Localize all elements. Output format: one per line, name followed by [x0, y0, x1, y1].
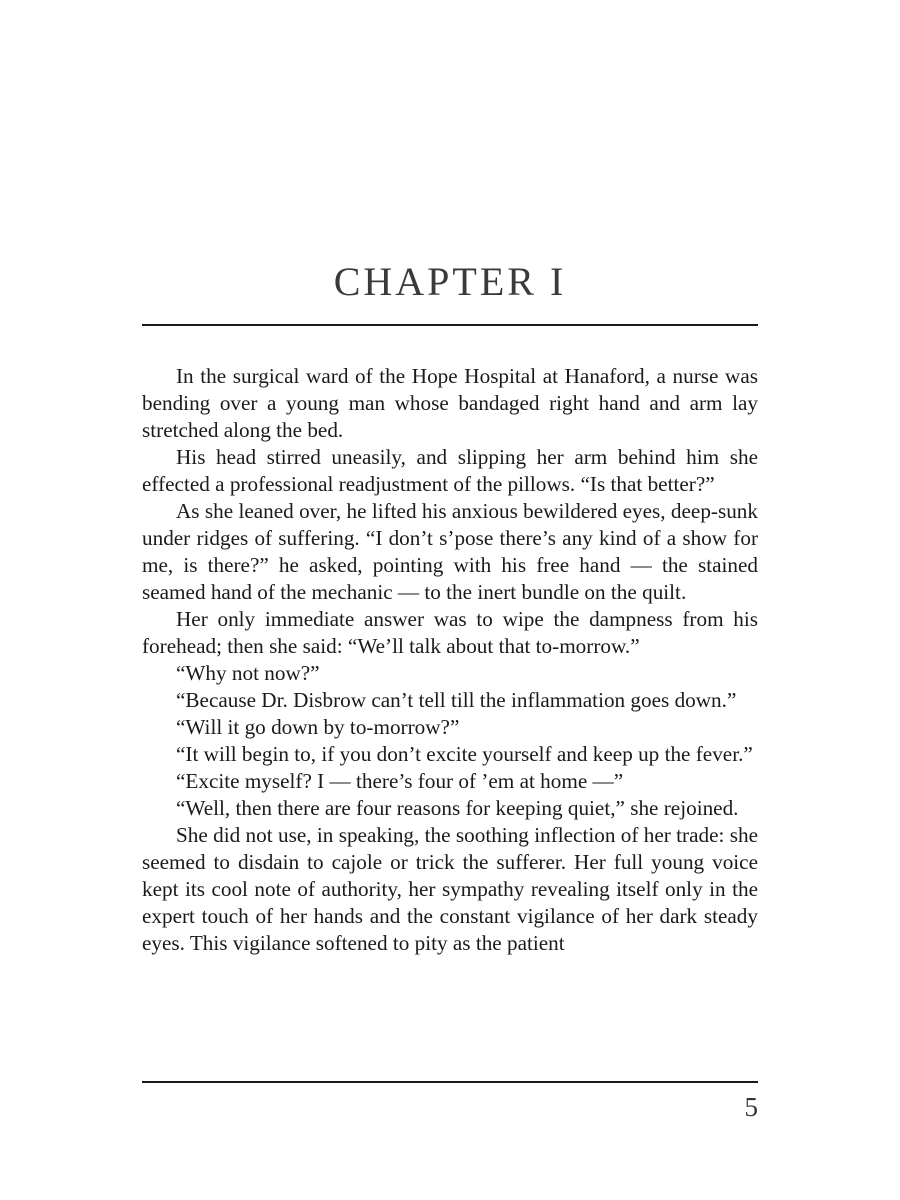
paragraph: “Will it go down by to-morrow?” [176, 715, 460, 739]
paragraph: “Why not now?” [176, 661, 320, 685]
paragraph: She did not use, in speaking, the soothing inflection of her trade: she seemed to disdain to cajole or trick the sufferer. Her full young voice kept its cool note of authority, her sympathy revealing itself only in the expert touch of her hands and the constant vigilance of her dark steady eyes. This vigilance softened to pity as the patient [142, 823, 758, 955]
page-number: 5 [744, 1092, 758, 1122]
paragraph: “It will begin to, if you don’t excite yourself and keep up the fever.” [176, 742, 753, 766]
body-text [142, 363, 758, 957]
paragraph: Her only immediate answer was to wipe the dampness from his forehead; then she said: “We’ll talk about that to-morrow.” [142, 607, 758, 658]
paragraph: “Because Dr. Disbrow can’t tell till the inflammation goes down.” [176, 688, 737, 712]
paragraph: “Excite myself? I — there’s four of ’em at home —” [176, 769, 624, 793]
chapter-title: CHAPTER I [333, 259, 567, 304]
paragraph: In the surgical ward of the Hope Hospital at Hanaford, a nurse was bending over a young man whose bandaged right hand and arm lay stretched along the bed. [142, 364, 758, 442]
paragraph: As she leaned over, he lifted his anxious bewildered eyes, deep-sunk under ridges of suffering. “I don’t s’pose there’s any kind of a show for me, is there?” he asked, pointing with his free hand — the stained seamed hand of the mechanic — to the inert bundle on the quilt. [142, 499, 758, 604]
top-rule [142, 324, 758, 326]
paragraph: “Well, then there are four reasons for keeping quiet,” she rejoined. [176, 796, 739, 820]
paragraph: His head stirred uneasily, and slipping her arm behind him she effected a professional readjustment of the pillows. “Is that better?” [142, 445, 758, 496]
bottom-rule [142, 1081, 758, 1083]
